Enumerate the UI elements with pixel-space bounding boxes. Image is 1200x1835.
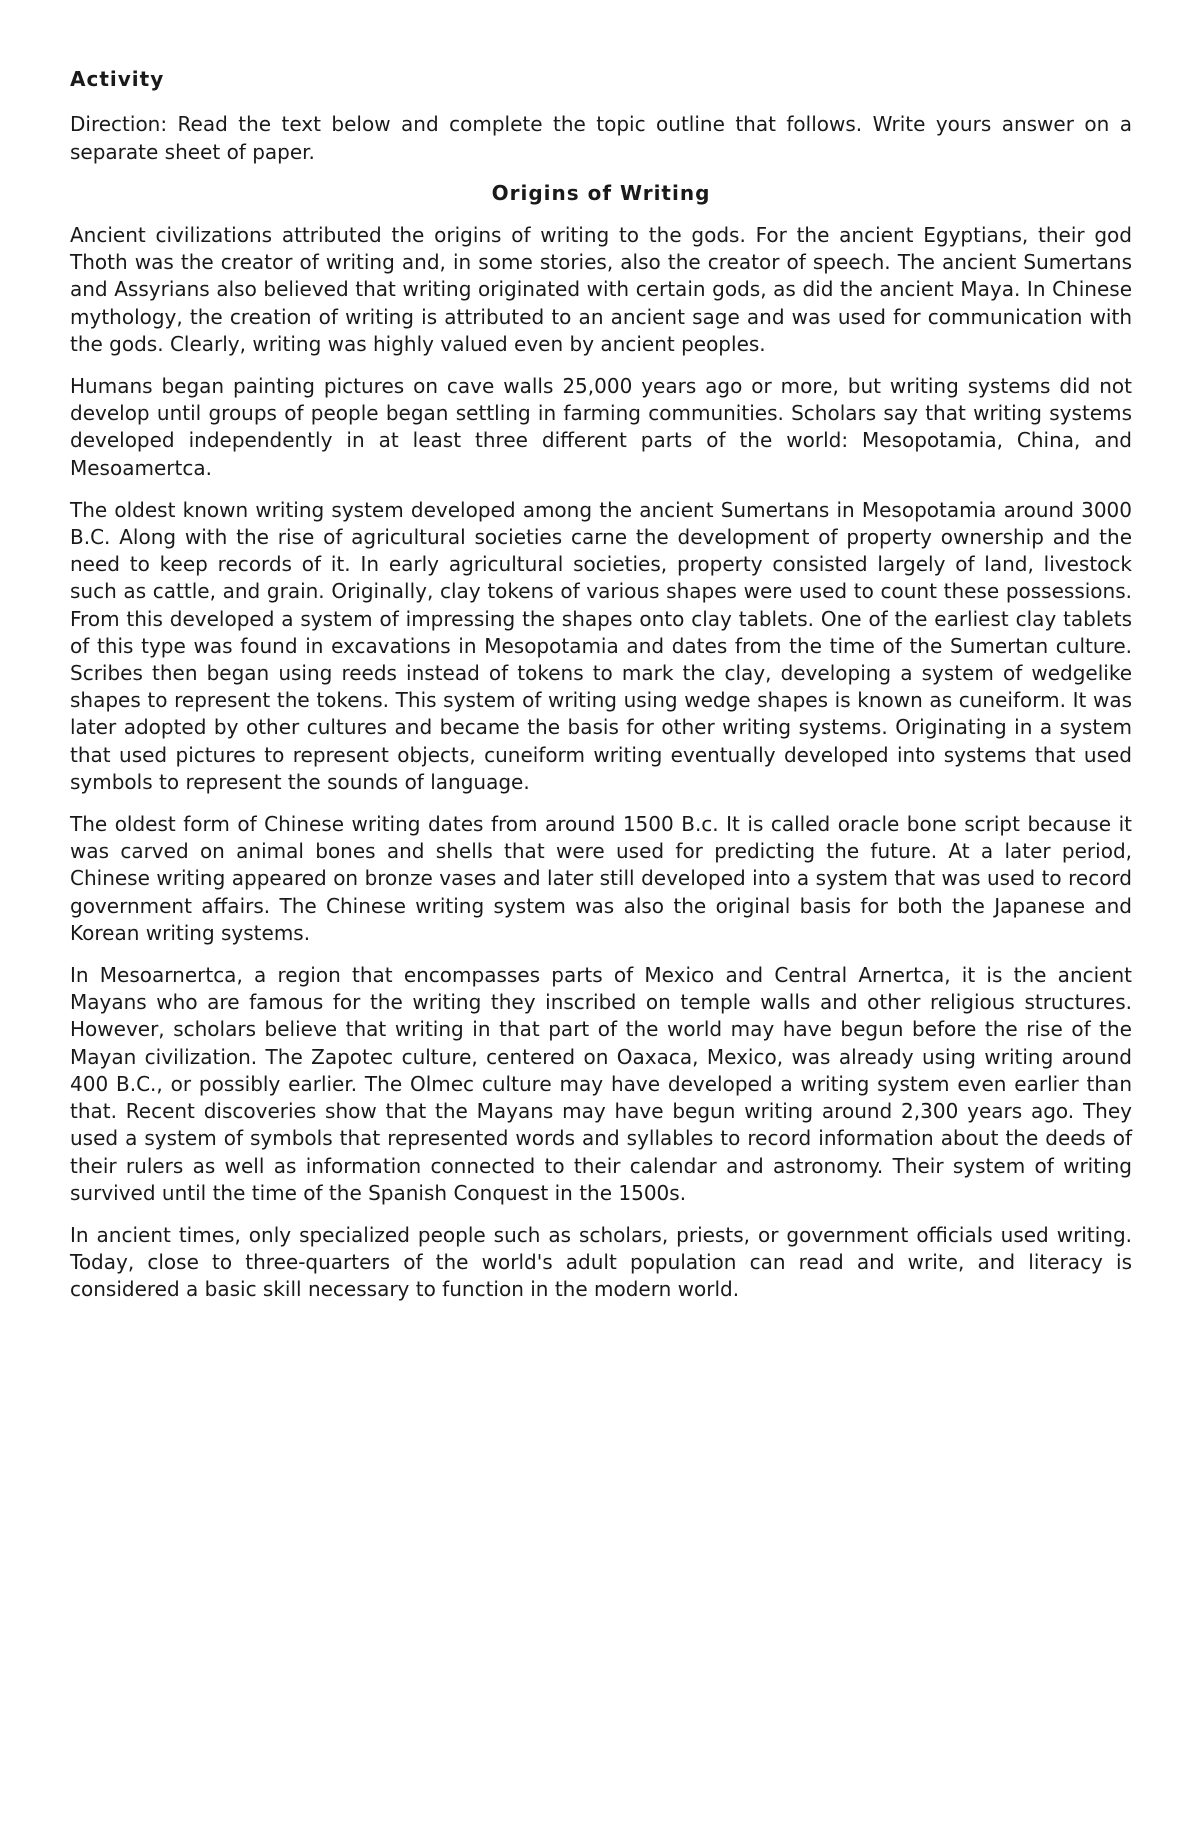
paragraph-5: In Mesoarnertca, a region that encompasses parts of Mexico and Central Arnertca, it is the ancient Mayans who are famous for the writing they inscribed on temple walls and other religious structures. However, scholars believe that writing in that part of the world may have begun before the rise of the Mayan civilization. The Zapotec culture, centered on Oaxaca, Mexico, was already using writing around 400 B.C., or possibly earlier. The Olmec culture may have developed a writing system even earlier than that. Recent discoveries show that the Mayans may have begun writing around 2,300 years ago. They used a system of symbols that represented words and syllables to record information about the deeds of their rulers as well as information connected to their calendar and astronomy. Their system of writing survived until the time of the Spanish Conquest in the 1500s. xyxy=(70,963,1132,1205)
direction-text: Direction: Read the text below and complete the topic outline that follows. Write yours answer on a separate sheet of paper. xyxy=(70,112,1132,164)
paragraph-3: The oldest known writing system developed among the ancient Sumertans in Mesopotamia around 3000 B.C. Along with the rise of agricultural societies carne the development of property ownership and the need to keep records of it. In early agricultural societies, property consisted largely of land, livestock such as cattle, and grain. Originally, clay tokens of various shapes were used to count these possessions. From this developed a system of impressing the shapes onto clay tablets. One of the earliest clay tablets of this type was found in excavations in Mesopotamia and dates from the time of the Sumertan culture. Scribes then began using reeds instead of tokens to mark the clay, developing a system of wedgelike shapes to represent the tokens. This system of writing using wedge shapes is known as cuneiform. It was later adopted by other cultures and became the basis for other writing systems. Originating in a system that used pictures to represent objects, cuneiform writing eventually developed into systems that used symbols to represent the sounds of language. xyxy=(70,497,1132,794)
document-page xyxy=(70,66,1132,1319)
article-title: Origins of Writing xyxy=(491,181,711,205)
activity-heading: Activity xyxy=(70,67,165,91)
paragraph-2: Humans began painting pictures on cave walls 25,000 years ago or more, but writing systems did not develop until groups of people began settling in farming communities. Scholars say that writing systems developed independently in at least three different parts of the world: Mesopotamia, China, and Mesoamertca. xyxy=(70,374,1132,480)
paragraph-4: The oldest form of Chinese writing dates from around 1500 B.c. It is called oracle bone script because it was carved on animal bones and shells that were used for predicting the future. At a later period, Chinese writing appeared on bronze vases and later still developed into a system that was used to record government affairs. The Chinese writing system was also the original basis for both the Japanese and Korean writing systems. xyxy=(70,812,1132,945)
paragraph-6: In ancient times, only specialized people such as scholars, priests, or government officials used writing. Today, close to three-quarters of the world's adult population can read and write, and literacy is considered a basic skill necessary to function in the modern world. xyxy=(70,1222,1132,1302)
paragraph-1: Ancient civilizations attributed the origins of writing to the gods. For the ancient Egyptians, their god Thoth was the creator of writing and, in some stories, also the creator of speech. The ancient Sumertans and Assyrians also believed that writing originated with certain gods, as did the ancient Maya. In Chinese mythology, the creation of writing is attributed to an ancient sage and was used for communication with the gods. Clearly, writing was highly valued even by ancient peoples. xyxy=(70,223,1132,356)
